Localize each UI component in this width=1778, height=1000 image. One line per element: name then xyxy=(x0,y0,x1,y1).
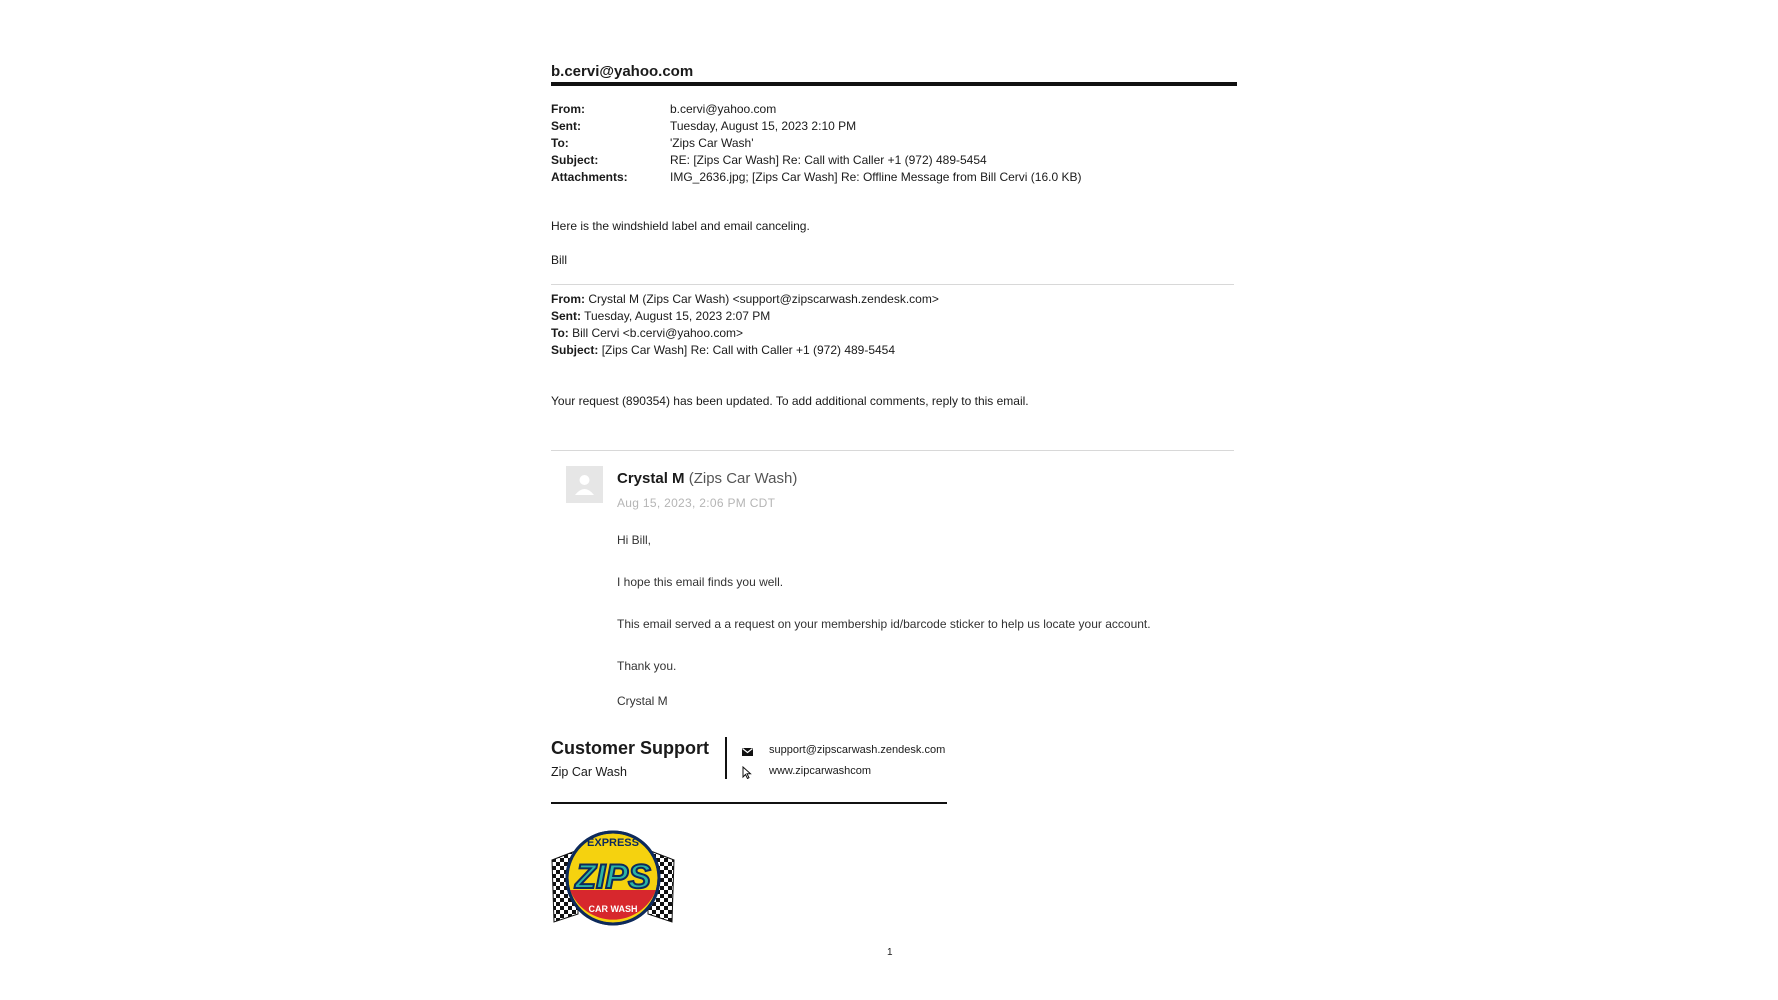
meta-row-sent xyxy=(551,118,1081,135)
quoted-from: Crystal M (Zips Car Wash) <support@zipscarwash.zendesk.com> xyxy=(588,292,939,306)
meta-row-to xyxy=(551,135,1081,152)
reply-paragraph: I hope this email finds you well. xyxy=(617,575,784,589)
meta-label: To: xyxy=(551,136,569,150)
meta-value-to: 'Zips Car Wash' xyxy=(670,136,754,150)
reply-sign: Crystal M xyxy=(617,694,668,708)
logo-top-text: EXPRESS xyxy=(587,837,639,849)
reply-paragraph: Thank you. xyxy=(617,659,677,673)
meta-label: Sent: xyxy=(551,119,581,133)
author-name: Crystal M xyxy=(617,470,685,487)
meta-value-sent: Tuesday, August 15, 2023 2:10 PM xyxy=(670,119,857,133)
avatar xyxy=(566,466,603,503)
signature-separator xyxy=(725,737,727,779)
body-line: Here is the windshield label and email canceling. xyxy=(551,219,810,233)
cursor-icon xyxy=(741,766,754,779)
signature-website: www.zipcarwashcom xyxy=(769,765,872,777)
request-notice: Your request (890354) has been updated. To add additional comments, reply to this email. xyxy=(551,394,1029,408)
meta-label: From: xyxy=(551,102,585,116)
quoted-from-row xyxy=(551,291,939,308)
meta-label: Attachments: xyxy=(551,170,628,184)
meta-row-from xyxy=(551,101,1081,118)
meta-row-attachments xyxy=(551,169,1081,186)
reply-divider xyxy=(551,450,1234,451)
reply-paragraph: This email served a a request on your membership id/barcode sticker to help us locate your account. xyxy=(617,617,1151,631)
meta-value-subject: RE: [Zips Car Wash] Re: Call with Caller +1 (972) 489-5454 xyxy=(670,153,987,167)
quoted-sent-row xyxy=(551,308,939,325)
quoted-label: Sent: xyxy=(551,309,581,323)
signature-divider xyxy=(551,802,947,804)
quoted-label: From: xyxy=(551,292,585,306)
body-signoff: Bill xyxy=(551,253,568,267)
author-org: (Zips Car Wash) xyxy=(688,470,798,487)
reply-greeting: Hi Bill, xyxy=(617,533,652,547)
quoted-subject: [Zips Car Wash] Re: Call with Caller +1 (972) 489-5454 xyxy=(601,343,896,357)
quote-divider xyxy=(551,284,1234,285)
page-number: 1 xyxy=(887,947,893,958)
signature-company: Zip Car Wash xyxy=(551,765,627,779)
sender-header: b.cervi@yahoo.com xyxy=(551,63,694,80)
quoted-sent: Tuesday, August 15, 2023 2:07 PM xyxy=(584,309,771,323)
signature-title: Customer Support xyxy=(551,738,710,758)
meta-value-attachments: IMG_2636.jpg; [Zips Car Wash] Re: Offline Message from Bill Cervi (16.0 KB) xyxy=(670,170,1082,184)
header-divider xyxy=(551,82,1237,86)
logo-bottom-text: CAR WASH xyxy=(588,904,638,914)
quoted-label: Subject: xyxy=(551,343,599,357)
mail-icon xyxy=(741,745,754,758)
reply-timestamp: Aug 15, 2023, 2:06 PM CDT xyxy=(617,496,776,510)
meta-value-from: b.cervi@yahoo.com xyxy=(670,102,777,116)
logo-main-text: ZIPS xyxy=(575,858,651,896)
meta-label: Subject: xyxy=(551,153,599,167)
quoted-label: To: xyxy=(551,326,569,340)
quoted-to: Bill Cervi <b.cervi@yahoo.com> xyxy=(572,326,744,340)
email-meta xyxy=(551,101,1081,186)
meta-row-subject xyxy=(551,152,1081,169)
zips-logo xyxy=(548,822,678,930)
person-icon xyxy=(566,466,603,503)
quoted-header xyxy=(551,291,939,359)
signature-email: support@zipscarwash.zendesk.com xyxy=(769,744,946,756)
reply-author xyxy=(617,470,797,487)
quoted-to-row xyxy=(551,325,939,342)
quoted-subject-row xyxy=(551,342,939,359)
